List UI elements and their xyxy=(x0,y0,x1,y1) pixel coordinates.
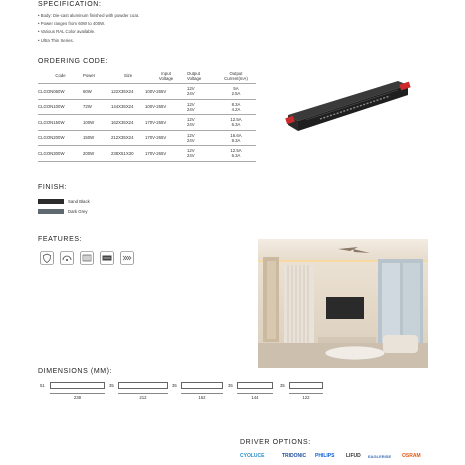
cell-size: 212X35X24 xyxy=(111,130,145,146)
dimension-width: 162 xyxy=(198,395,206,400)
finish-swatch-sand-black xyxy=(38,199,64,204)
dimension-line xyxy=(289,393,323,394)
header-output-voltage: Output Voltage xyxy=(187,70,202,81)
dimension-line xyxy=(181,393,223,394)
cell-output-voltage: 12V 24V xyxy=(187,115,216,131)
cell-output-current: 8.3A 4.2A xyxy=(216,99,256,115)
brand-logo-eaglerise: EAGLERISE xyxy=(368,454,392,459)
dimension-box xyxy=(289,382,323,389)
ordering-header-row xyxy=(38,69,256,84)
cell-code: CLGON100W xyxy=(38,99,83,115)
dimmer-icon xyxy=(60,251,74,265)
thin-profile-icon xyxy=(80,251,94,265)
dimension-width: 238 xyxy=(73,395,82,400)
dimension-width: 212 xyxy=(139,395,147,400)
dimension-line xyxy=(50,393,105,394)
features-title: FEATURES: xyxy=(38,236,83,243)
cell-code: CLGON060W xyxy=(38,84,83,100)
cell-output-current: 12.5A 6.3A xyxy=(216,115,256,131)
table-row xyxy=(38,146,256,162)
cell-input: 100V-265V xyxy=(145,99,187,115)
cell-size: 122X35X24 xyxy=(111,84,145,100)
cell-input: 170V-265V xyxy=(145,115,187,131)
shield-icon xyxy=(40,251,54,265)
spec-item: • Various RAL Color available. xyxy=(38,29,96,35)
header-output-current: Output Current(mA) xyxy=(224,70,248,81)
dimension-height: 35 xyxy=(228,383,233,388)
dimension-box xyxy=(50,382,105,389)
dimension-line xyxy=(237,393,273,394)
cell-power: 72W xyxy=(83,99,111,115)
cell-code: CLGON200W xyxy=(38,130,83,146)
driver-options-title: DRIVER OPTIONS: xyxy=(240,439,311,446)
finish-swatch-dark-grey xyxy=(38,209,64,214)
dimension-width: 144 xyxy=(251,395,259,400)
cell-power: 150W xyxy=(83,130,111,146)
cell-size: 238X51X30 xyxy=(111,146,145,162)
table-row xyxy=(38,130,256,146)
dimension-width: 122 xyxy=(302,395,310,400)
finish-title: FINISH: xyxy=(38,184,68,191)
finish-label: Dark Grey xyxy=(68,209,88,214)
cell-code: CLGON300W xyxy=(38,146,83,162)
table-row xyxy=(38,84,256,100)
cell-code: CLGON150W xyxy=(38,115,83,131)
cell-input: 170V-265V xyxy=(145,146,187,162)
cell-power: 100W xyxy=(83,115,111,131)
cell-output-current: 16.6A 8.3A xyxy=(216,130,256,146)
cooling-icon xyxy=(120,251,134,265)
cell-output-voltage: 12V 24V xyxy=(187,146,216,162)
table-row xyxy=(38,115,256,131)
brand-logo-tridonic: TRIDONIC xyxy=(282,453,307,459)
dimension-line xyxy=(118,393,168,394)
table-row xyxy=(38,99,256,115)
specification-title: SPECIFICATION: xyxy=(38,1,102,8)
cell-power: 60W xyxy=(83,84,111,100)
dimension-height: 35 xyxy=(280,383,285,388)
header-code: Code xyxy=(55,73,66,79)
cell-size: 144X35X24 xyxy=(111,99,145,115)
dimension-height: 35 xyxy=(172,383,177,388)
brand-logo-osram: OSRAM xyxy=(402,453,421,459)
header-size: Size xyxy=(123,73,133,79)
spec-item: • Power ranges from 60W to 400W. xyxy=(38,21,106,27)
brand-logo-lifud: LIFUD xyxy=(346,453,361,459)
cell-power: 200W xyxy=(83,146,111,162)
brand-logo-philips: PHILIPS xyxy=(315,453,335,459)
brand-logo-cyoluce: CYOLUCE xyxy=(240,453,265,459)
cell-output-voltage: 12V 24V xyxy=(187,84,216,100)
led-driver-product-image xyxy=(280,75,430,135)
cell-size: 162X35X24 xyxy=(111,115,145,131)
dimension-box xyxy=(237,382,273,389)
cell-output-current: 12.5A 6.3A xyxy=(216,146,256,162)
cell-output-voltage: 12V 24V xyxy=(187,130,216,146)
dimension-box xyxy=(118,382,168,389)
cell-input: 170V-265V xyxy=(145,130,187,146)
dimensions-title: DIMENSIONS (MM): xyxy=(38,368,113,375)
spec-item: • Ultra Thin Series. xyxy=(38,37,74,43)
dimension-height: 51 xyxy=(40,383,45,388)
specification-list xyxy=(38,12,139,45)
spec-item: • Body: Die-cast aluminum finished with powder coat. xyxy=(38,13,140,18)
cell-output-voltage: 12V 24V xyxy=(187,99,216,115)
finish-label: Sand Black xyxy=(68,199,90,204)
ordering-table xyxy=(38,69,256,162)
header-input: Input Voltage xyxy=(158,70,174,81)
header-power: Power xyxy=(83,73,96,79)
ordering-title: ORDERING CODE: xyxy=(38,58,109,65)
dimension-box xyxy=(181,382,223,389)
cell-input: 100V-265V xyxy=(145,84,187,100)
voltage-icon xyxy=(100,251,114,265)
cell-output-current: 5A 2.5A xyxy=(216,84,256,100)
dimension-height: 35 xyxy=(109,383,114,388)
interior-photo xyxy=(258,239,428,368)
